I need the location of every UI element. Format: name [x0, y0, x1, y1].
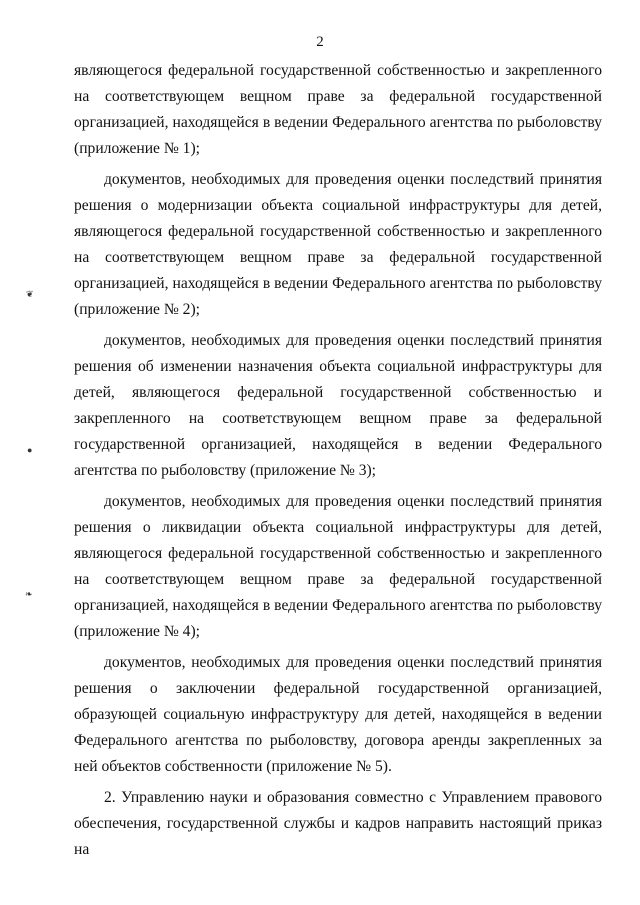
- page-number: 2: [316, 34, 324, 50]
- paragraph-4: документов, необходимых для проведения оценки последствий принятия решения о ликвидации объекта социальной инфраструктуры для детей, являющегося федеральной государственной собственностью и закрепленного на соответствующем вещном праве за федеральной государственной организацией, находящейся в ведении Федерального агентства по рыболовству (приложение № 4);: [74, 493, 602, 640]
- scan-mark: ❦: [26, 289, 34, 299]
- document-body: [74, 58, 602, 868]
- scan-mark: ●: [27, 445, 33, 455]
- scan-mark: ❧: [25, 589, 33, 599]
- paragraph-2: документов, необходимых для проведения оценки последствий принятия решения о модернизации объекта социальной инфраструктуры для детей, являющегося федеральной государственной собственностью и закрепленного на соответствующем вещном праве за федеральной государственной организацией, находящейся в ведении Федерального агентства по рыболовству (приложение № 2);: [74, 171, 602, 318]
- paragraph-5: документов, необходимых для проведения оценки последствий принятия решения о заключении федеральной государственной организацией, образующей социальную инфраструктуру для детей, находящейся в ведении Федерального агентства по рыболовству, договора аренды закрепленных за ней объектов собственности (приложение № 5).: [74, 654, 602, 775]
- paragraph-3: документов, необходимых для проведения оценки последствий принятия решения об изменении назначения объекта социальной инфраструктуры для детей, являющегося федеральной государственной собственностью и закрепленного на соответствующем вещном праве за федеральной государственной организацией, находящейся в ведении Федерального агентства по рыболовству (приложение № 3);: [74, 332, 602, 479]
- paragraph-1: являющегося федеральной государственной собственностью и закрепленного на соответствующем вещном праве за федеральной государственной организацией, находящейся в ведении Федерального агентства по рыболовству (приложение № 1);: [74, 62, 602, 157]
- paragraph-6: 2. Управлению науки и образования совместно с Управлением правового обеспечения, государственной службы и кадров направить настоящий приказ на: [74, 789, 602, 858]
